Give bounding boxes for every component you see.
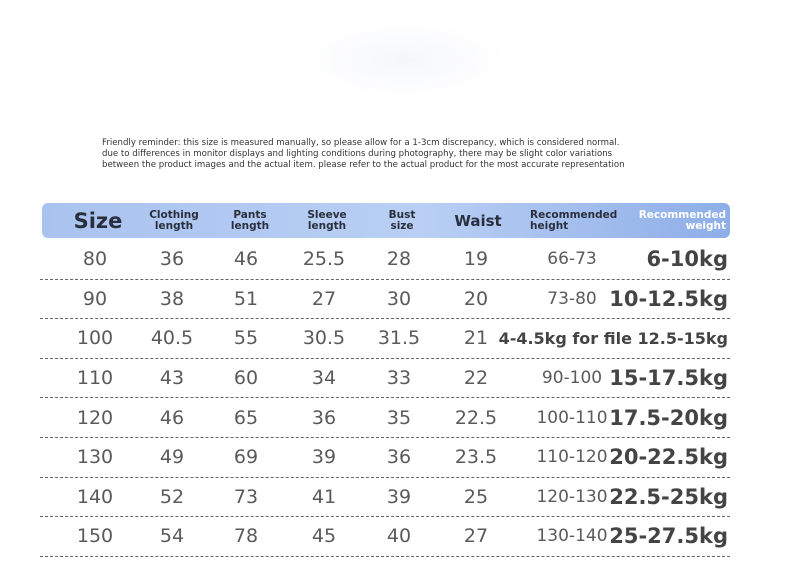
cell-height: 90-100: [541, 368, 603, 389]
cell-waist: 25: [463, 485, 489, 508]
cell-height: 110-120: [536, 447, 608, 468]
cell-pants: 65: [233, 406, 259, 429]
header-bust-size: Bust size: [388, 208, 416, 232]
table-row: [40, 280, 730, 320]
cell-bust: 39: [386, 485, 412, 508]
header-size: Size: [73, 208, 123, 233]
cell-sleeve: 34: [311, 367, 337, 390]
cell-clothing: 54: [159, 525, 185, 548]
cell-size: 110: [76, 367, 114, 390]
cell-clothing: 52: [159, 485, 185, 508]
cell-size: 100: [76, 327, 114, 350]
header-recommended-height: Recommended height: [530, 208, 618, 232]
cell-clothing: 49: [159, 446, 185, 469]
cell-bust: 33: [386, 367, 412, 390]
header-recommended-weight: Recommended weight: [638, 208, 726, 232]
cell-waist: 27: [463, 525, 489, 548]
header-waist: Waist: [454, 211, 502, 230]
cell-pants: 78: [233, 525, 259, 548]
cell-height: 130-140: [536, 526, 608, 547]
cell-bust: 28: [386, 248, 412, 271]
reminder-line: due to differences in monitor displays and lighting conditions during photography, there may be slight color variations: [102, 149, 613, 159]
cell-size: 140: [76, 485, 114, 508]
cell-size: 130: [76, 446, 114, 469]
cell-sleeve: 25.5: [302, 248, 346, 271]
cell-waist: 22: [463, 367, 489, 390]
cell-clothing: 40.5: [150, 327, 194, 350]
reminder-line: between the product images and the actual item. please refer to the actual product for the most accurate representation: [102, 160, 625, 170]
header-clothing-length: Clothing length: [149, 208, 199, 232]
cell-clothing: 43: [159, 367, 185, 390]
reminder-line: Friendly reminder: this size is measured manually, so please allow for a 1-3cm discrepancy, which is considered normal.: [102, 138, 620, 148]
cell-sleeve: 45: [311, 525, 337, 548]
cell-weight: 25-27.5kg: [609, 524, 728, 549]
cell-weight: 22.5-25kg: [609, 484, 728, 509]
cell-waist: 23.5: [454, 446, 498, 469]
cell-bust: 36: [386, 446, 412, 469]
cell-waist: 21: [463, 327, 489, 350]
cell-height: 73-80: [547, 288, 597, 309]
table-row: [40, 438, 730, 478]
cell-pants: 73: [233, 485, 259, 508]
cell-size: 80: [82, 248, 108, 271]
cell-weight: 17.5-20kg: [609, 405, 728, 430]
table-row: [40, 478, 730, 518]
friendly-reminder: [102, 138, 742, 171]
size-table-body: [40, 240, 730, 557]
cell-pants: 69: [233, 446, 259, 469]
cell-weight: 15-17.5kg: [609, 366, 728, 391]
table-row: [40, 359, 730, 399]
cell-bust: 30: [386, 287, 412, 310]
header-pants-length: Pants length: [230, 208, 270, 232]
cell-bust: 35: [386, 406, 412, 429]
cell-clothing: 46: [159, 406, 185, 429]
cell-bust: 40: [386, 525, 412, 548]
cell-weight: 10-12.5kg: [609, 286, 728, 311]
size-table-header: [42, 203, 730, 238]
table-row: [40, 398, 730, 438]
cell-size: 150: [76, 525, 114, 548]
cell-sleeve: 30.5: [302, 327, 346, 350]
cell-sleeve: 41: [311, 485, 337, 508]
cell-bust: 31.5: [377, 327, 421, 350]
cell-waist: 20: [463, 287, 489, 310]
cell-size: 120: [76, 406, 114, 429]
cell-sleeve: 36: [311, 406, 337, 429]
cell-sleeve: 27: [311, 287, 337, 310]
cell-height: 66-73: [547, 249, 597, 270]
cell-waist: 22.5: [454, 406, 498, 429]
cell-sleeve: 39: [311, 446, 337, 469]
cell-size: 90: [82, 287, 108, 310]
cell-clothing: 38: [159, 287, 185, 310]
table-row: [40, 517, 730, 557]
header-sleeve-length: Sleeve length: [307, 208, 347, 232]
table-row: [40, 319, 730, 359]
cell-weight: 20-22.5kg: [609, 445, 728, 470]
cell-weight: 6-10kg: [646, 247, 728, 272]
cell-pants: 51: [233, 287, 259, 310]
cell-pants: 60: [233, 367, 259, 390]
table-row: [40, 240, 730, 280]
cell-waist: 19: [463, 248, 489, 271]
cell-clothing: 36: [159, 248, 185, 271]
cell-height: 120-130: [536, 486, 608, 507]
cell-pants: 46: [233, 248, 259, 271]
decorative-blur: [300, 20, 510, 100]
cell-weight: 4-4.5kg for file 12.5-15kg: [498, 328, 728, 348]
cell-pants: 55: [233, 327, 259, 350]
cell-height: 100-110: [536, 407, 608, 428]
